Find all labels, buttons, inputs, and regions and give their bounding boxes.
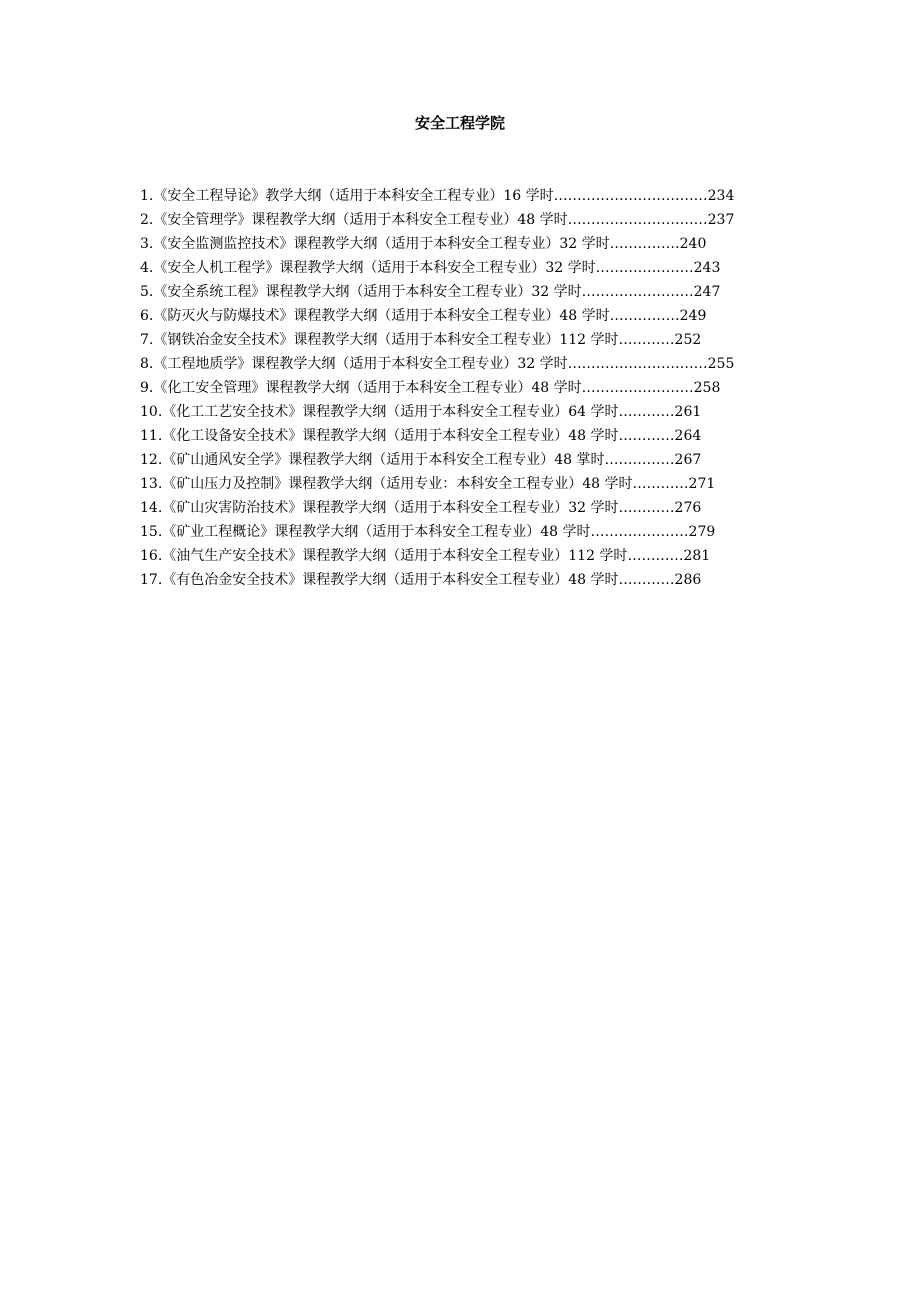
entry-page: 271 — [688, 476, 716, 492]
entry-leader: ………………………… — [567, 356, 708, 372]
entry-description: 课程教学大纲（适用于本科安全工程专业）48 学时 — [265, 380, 582, 396]
entry-description: 课程教学大纲（适用于本科安全工程专业）32 学时 — [251, 356, 568, 372]
entry-leader: ………… — [627, 548, 684, 564]
toc-entry — [140, 184, 800, 208]
entry-page: 258 — [693, 380, 721, 396]
entry-description: 课程教学大纲（适用于本科安全工程专业）48 学时 — [302, 428, 619, 444]
toc-entry — [140, 544, 800, 568]
entry-description: 课程教学大纲（适用于本科安全工程专业）32 学时 — [293, 236, 610, 252]
entry-description: 课程教学大纲（适用于本科安全工程专业）48 掌时 — [288, 452, 605, 468]
entry-title: 《安全监测监控技术》 — [153, 236, 294, 252]
toc-entry — [140, 400, 800, 424]
entry-title: 《矿山通风安全学》 — [162, 452, 289, 468]
entry-number: 5. — [140, 284, 154, 300]
toc-entry — [140, 208, 800, 232]
entry-leader: ………… — [618, 572, 675, 588]
toc-entry — [140, 496, 800, 520]
entry-description: 课程教学大纲（适用于本科安全工程专业）64 学时 — [302, 404, 619, 420]
entry-description: 课程教学大纲（适用于本科安全工程专业）112 学时 — [302, 548, 628, 564]
entry-number: 10. — [140, 404, 163, 420]
entry-description: 课程教学大纲（适用于本科安全工程专业）112 学时 — [293, 332, 619, 348]
entry-leader: …………… — [604, 452, 675, 468]
entry-description: 课程教学大纲（适用于本科安全工程专业）32 学时 — [279, 260, 596, 276]
entry-number: 3. — [140, 236, 154, 252]
entry-number: 14. — [140, 500, 163, 516]
entry-leader: …………………… — [581, 380, 694, 396]
toc-entry — [140, 304, 800, 328]
entry-number: 17. — [140, 572, 163, 588]
entry-leader: ………………………… — [567, 212, 708, 228]
toc-entry — [140, 256, 800, 280]
page-title: 安全工程学院 — [414, 114, 505, 132]
entry-number: 13. — [140, 476, 163, 492]
entry-leader: …………………………… — [553, 188, 708, 204]
toc-entry — [140, 472, 800, 496]
entry-page: 279 — [688, 524, 716, 540]
entry-leader: ………… — [618, 404, 675, 420]
toc-entry — [140, 232, 800, 256]
entry-title: 《化工工艺安全技术》 — [162, 404, 303, 420]
entry-number: 16. — [140, 548, 163, 564]
entry-title: 《油气生产安全技术》 — [162, 548, 303, 564]
table-of-contents — [140, 184, 800, 592]
toc-entry — [140, 280, 800, 304]
entry-number: 4. — [140, 260, 154, 276]
entry-number: 9. — [140, 380, 154, 396]
entry-number: 6. — [140, 308, 154, 324]
entry-description: 课程教学大纲（适用于本科安全工程专业）32 学时 — [302, 500, 619, 516]
entry-description: 课程教学大纲（适用专业：本科安全工程专业）48 学时 — [288, 476, 633, 492]
entry-leader: ………… — [632, 476, 689, 492]
entry-number: 12. — [140, 452, 163, 468]
entry-description: 课程教学大纲（适用于本科安全工程专业）48 学时 — [302, 572, 619, 588]
entry-title: 《安全工程导论》 — [153, 188, 266, 204]
entry-title: 《防灭火与防爆技术》 — [153, 308, 294, 324]
entry-page: 281 — [683, 548, 711, 564]
entry-leader: …………………… — [581, 284, 694, 300]
toc-entry — [140, 376, 800, 400]
entry-leader: …………… — [609, 236, 680, 252]
toc-entry — [140, 568, 800, 592]
toc-entry — [140, 352, 800, 376]
entry-leader: ………… — [618, 428, 675, 444]
entry-page: 286 — [674, 572, 702, 588]
entry-number: 2. — [140, 212, 154, 228]
entry-description: 课程教学大纲（适用于本科安全工程专业）48 学时 — [251, 212, 568, 228]
entry-number: 15. — [140, 524, 163, 540]
entry-leader: ………… — [618, 500, 675, 516]
entry-title: 《钢铁冶金安全技术》 — [153, 332, 294, 348]
entry-title: 《安全系统工程》 — [153, 284, 266, 300]
entry-page: 264 — [674, 428, 702, 444]
entry-title: 《工程地质学》 — [153, 356, 252, 372]
entry-leader: ………………… — [590, 524, 689, 540]
entry-title: 《矿山灾害防治技术》 — [162, 500, 303, 516]
entry-title: 《安全人机工程学》 — [153, 260, 280, 276]
entry-leader: ………………… — [595, 260, 694, 276]
entry-page: 240 — [679, 236, 707, 252]
entry-number: 1. — [140, 188, 154, 204]
entry-page: 247 — [693, 284, 721, 300]
entry-page: 243 — [693, 260, 721, 276]
entry-page: 234 — [707, 188, 735, 204]
entry-page: 276 — [674, 500, 702, 516]
entry-description: 课程教学大纲（适用于本科安全工程专业）48 学时 — [293, 308, 610, 324]
entry-page: 255 — [707, 356, 735, 372]
entry-page: 261 — [674, 404, 702, 420]
entry-page: 237 — [707, 212, 735, 228]
entry-page: 267 — [674, 452, 702, 468]
toc-entry — [140, 328, 800, 352]
entry-title: 《化工设备安全技术》 — [162, 428, 303, 444]
entry-description: 课程教学大纲（适用于本科安全工程专业）32 学时 — [265, 284, 582, 300]
entry-description: 教学大纲（适用于本科安全工程专业）16 学时 — [265, 188, 554, 204]
entry-title: 《化工安全管理》 — [153, 380, 266, 396]
entry-leader: ………… — [618, 332, 675, 348]
entry-leader: …………… — [609, 308, 680, 324]
entry-number: 8. — [140, 356, 154, 372]
entry-description: 课程教学大纲（适用于本科安全工程专业）48 学时 — [274, 524, 591, 540]
entry-number: 11. — [140, 428, 163, 444]
entry-title: 《有色冶金安全技术》 — [162, 572, 303, 588]
entry-title: 《安全管理学》 — [153, 212, 252, 228]
entry-number: 7. — [140, 332, 154, 348]
entry-page: 252 — [674, 332, 702, 348]
toc-entry — [140, 448, 800, 472]
toc-entry — [140, 520, 800, 544]
entry-title: 《矿山压力及控制》 — [162, 476, 289, 492]
entry-title: 《矿业工程概论》 — [162, 524, 275, 540]
entry-page: 249 — [679, 308, 707, 324]
toc-entry — [140, 424, 800, 448]
